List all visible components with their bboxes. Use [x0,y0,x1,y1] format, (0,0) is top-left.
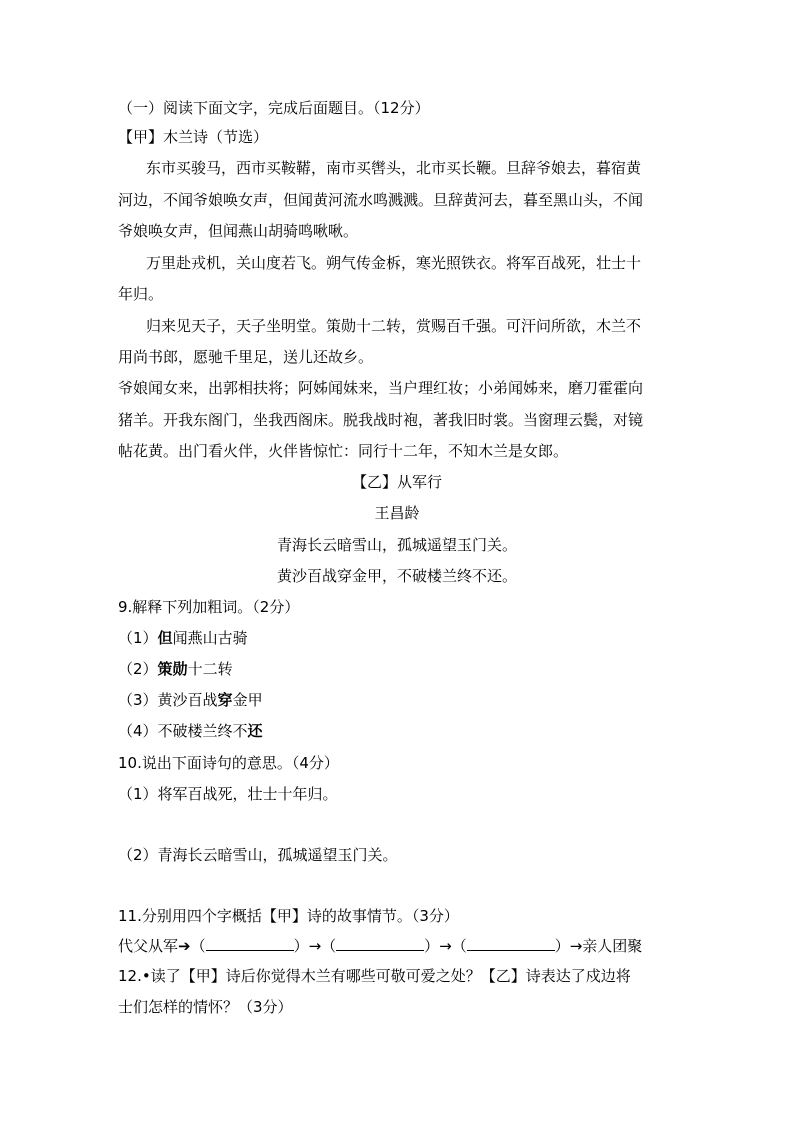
poem-a-line: 万里赴戎机，关山度若飞。朔气传金柝，寒光照铁衣。将军百战死，壮士十 [146,254,642,272]
q12-line: 12.•读了【甲】诗后你觉得木兰有哪些可敬可爱之处？【乙】诗表达了戍边将 [118,967,631,985]
section-header: （一）阅读下面文字，完成后面题目。（12分） [118,99,430,117]
q9-item-3: （3）黄沙百战穿金甲 [118,691,263,709]
poem-a-line: 年归。 [118,285,164,303]
q11-title: 11.分别用四个字概括【甲】诗的故事情节。（3分） [118,907,459,925]
poem-a-title: 【甲】木兰诗（节选） [118,128,269,146]
poem-b-line: 青海长云暗雪山，孤城遥望玉门关。 [276,536,517,554]
q10-title: 10.说出下面诗句的意思。（4分） [118,754,339,772]
poem-a-line: 归来见天子，天子坐明堂。策勋十二转，赏赐百千强。可汗问所欲，木兰不 [146,317,642,335]
poem-b-author: 王昌龄 [374,504,420,522]
q9-item-2: （2）策勋十二转 [118,660,233,678]
answer-blank-3[interactable] [467,936,555,951]
poem-a-line: 帖花黄。出门看火伴，火伴皆惊忙：同行十二年，不知木兰是女郎。 [118,442,569,460]
poem-a-line: 东市买骏马，西市买鞍鞯，南市买辔头，北市买长鞭。旦辞爷娘去，暮宿黄 [146,159,642,177]
poem-b-title: 【乙】从军行 [351,473,442,491]
q11-plot-line: 代父从军➔（ ）→（ ）→（ ）→亲人团聚 [118,937,643,955]
poem-a-line: 用尚书郎，愿驰千里足，送儿还故乡。 [118,348,374,366]
q9-item-4: （4）不破楼兰终不还 [118,722,263,740]
poem-b-line: 黄沙百战穿金甲，不破楼兰终不还。 [276,567,517,585]
q10-item-2: （2）青海长云暗雪山，孤城遥望玉门关。 [118,846,398,864]
q12-line: 士们怎样的情怀？（3分） [118,998,293,1016]
q10-item-1: （1）将军百战死，壮士十年归。 [118,785,338,803]
answer-blank-1[interactable] [206,936,294,951]
q9-item-1: （1）但闻燕山古骑 [118,629,248,647]
poem-a-line: 爷娘闻女来，出郭相扶将；阿姊闻妹来，当户理红妆；小弟闻姊来，磨刀霍霍向 [118,379,644,397]
q9-title: 9.解释下列加粗词。（2分） [118,598,300,616]
answer-blank-2[interactable] [336,936,424,951]
poem-a-line: 河边，不闻爷娘唤女声，但闻黄河流水鸣溅溅。旦辞黄河去，暮至黑山头，不闻 [118,191,644,209]
poem-a-line: 爷娘唤女声，但闻燕山胡骑鸣啾啾。 [118,222,359,240]
poem-a-line: 猪羊。开我东阁门，坐我西阁床。脱我战时袍，著我旧时裳。当窗理云鬓，对镜 [118,411,644,429]
